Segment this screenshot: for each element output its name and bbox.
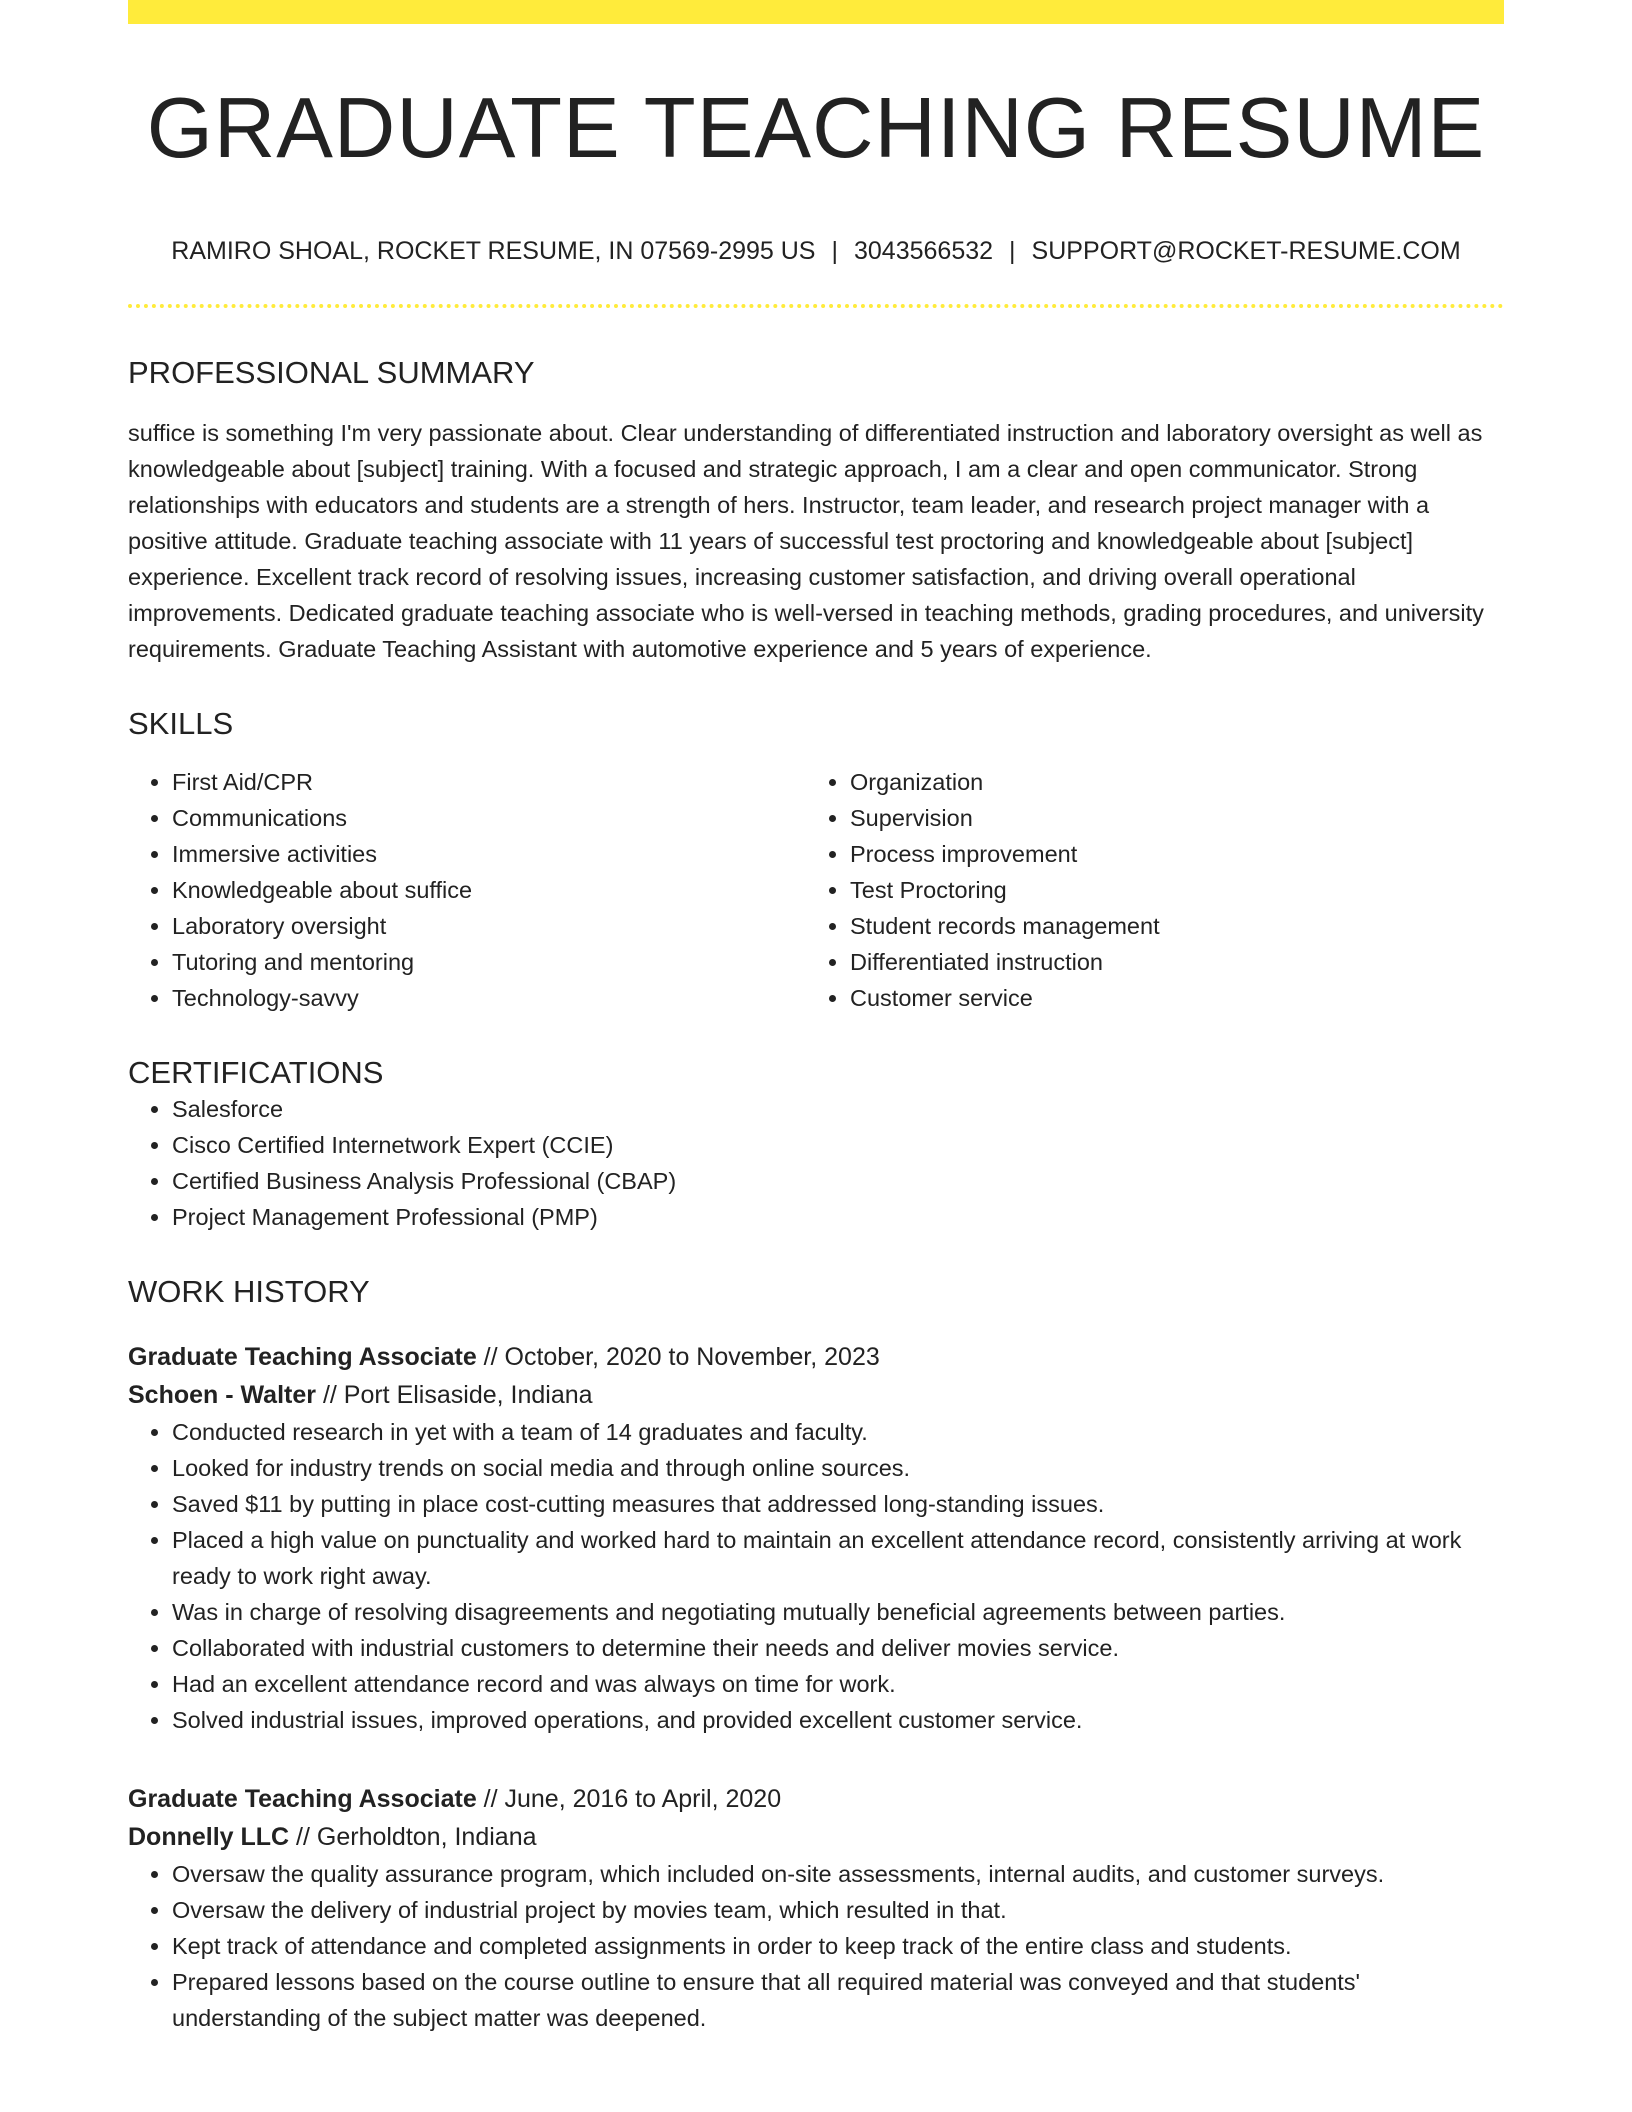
contact-separator: | — [831, 236, 838, 265]
job-duties-list — [128, 1414, 1504, 1738]
job-title: Graduate Teaching Associate — [128, 1785, 477, 1814]
job-dates: // October, 2020 to November, 2023 — [476, 1343, 880, 1372]
skills-list-left — [128, 764, 806, 1016]
job-duty-item: • Looked for industry trends on social media and through online sources. — [172, 1450, 1504, 1486]
skill-item: • Laboratory oversight — [172, 908, 806, 944]
skills-heading: SKILLS — [128, 705, 234, 741]
skill-item: • Differentiated instruction — [850, 944, 1484, 980]
skill-item: • Process improvement — [850, 836, 1484, 872]
skills-grid — [128, 764, 1504, 1016]
certification-item: • Certified Business Analysis Professional (CBAP) — [172, 1163, 1504, 1199]
certifications-heading: CERTIFICATIONS — [128, 1054, 384, 1090]
certification-item: • Cisco Certified Internetwork Expert (CCIE) — [172, 1127, 1504, 1163]
certifications-list — [128, 1091, 1504, 1235]
job-duty-item: • Was in charge of resolving disagreements and negotiating mutually beneficial agreements between parties. — [172, 1594, 1504, 1630]
summary-text: suffice is something I'm very passionate about. Clear understanding of differentiated instruction and laboratory oversight as well as knowledgeable about [subject] training. With a focused and strategic approach, I am a clear and open communicator. Strong relationships with educators and students are a strength of hers. Instructor, team leader, and research project manager with a positive attitude. Graduate teaching associate with 11 years of successful test proctoring and knowledgeable about [subject] experience. Excellent track record of resolving issues, increasing customer satisfaction, and driving overall operational improvements. Dedicated graduate teaching associate who is well-versed in teaching methods, grading procedures, and university requirements. Graduate Teaching Assistant with automotive experience and 5 years of experience. — [128, 419, 1484, 662]
skill-item: • Tutoring and mentoring — [172, 944, 806, 980]
contact-phone: 3043566532 — [854, 236, 994, 265]
certification-item: • Project Management Professional (PMP) — [172, 1199, 1504, 1235]
skill-item: • Immersive activities — [172, 836, 806, 872]
dotted-divider — [128, 304, 1504, 308]
job-company-line — [128, 1818, 1504, 1856]
job-entry — [128, 1780, 1504, 2036]
job-company: Donnelly LLC — [128, 1823, 290, 1852]
job-title-line — [128, 1338, 1504, 1376]
skill-item: • Customer service — [850, 980, 1484, 1016]
skill-item: • Student records management — [850, 908, 1484, 944]
job-title-line — [128, 1780, 1504, 1818]
job-duty-item: • Had an excellent attendance record and was always on time for work. — [172, 1666, 1504, 1702]
skill-item: • Communications — [172, 800, 806, 836]
certification-item: • Salesforce — [172, 1091, 1504, 1127]
resume-title: GRADUATE TEACHING RESUME — [146, 81, 1486, 176]
skills-column-left — [128, 764, 806, 1016]
job-duty-item: • Saved $11 by putting in place cost-cutting measures that addressed long-standing issues. — [172, 1486, 1504, 1522]
contact-address: RAMIRO SHOAL, ROCKET RESUME, IN 07569-2995 US — [171, 236, 816, 265]
skills-list-right — [806, 764, 1484, 1016]
skills-column-right — [806, 764, 1484, 1016]
resume-page — [128, 0, 1504, 2036]
work-history-heading: WORK HISTORY — [128, 1274, 370, 1310]
job-duty-item: • Placed a high value on punctuality and worked hard to maintain an excellent attendance record, consistently arriving at work ready to work right away. — [172, 1522, 1504, 1594]
job-duty-item: • Oversaw the quality assurance program, which included on-site assessments, internal audits, and customer surveys. — [172, 1856, 1504, 1892]
job-duty-item: • Prepared lessons based on the course outline to ensure that all required material was conveyed and that students' understanding of the subject matter was deepened. — [172, 1964, 1504, 2036]
job-location: // Gerholdton, Indiana — [289, 1823, 537, 1852]
skill-item: • Supervision — [850, 800, 1484, 836]
job-dates: // June, 2016 to April, 2020 — [476, 1785, 782, 1814]
job-company-line — [128, 1376, 1504, 1414]
skill-item: • Knowledgeable about suffice — [172, 872, 806, 908]
job-duties-list — [128, 1856, 1504, 2036]
skill-item: • Technology-savvy — [172, 980, 806, 1016]
job-duty-item: • Kept track of attendance and completed assignments in order to keep track of the entire class and students. — [172, 1928, 1504, 1964]
skill-item: • Test Proctoring — [850, 872, 1484, 908]
job-duty-item: • Oversaw the delivery of industrial project by movies team, which resulted in that. — [172, 1892, 1504, 1928]
summary-heading: PROFESSIONAL SUMMARY — [128, 354, 535, 390]
job-location: // Port Elisaside, Indiana — [316, 1381, 593, 1410]
job-duty-item: • Solved industrial issues, improved operations, and provided excellent customer service. — [172, 1702, 1504, 1738]
top-accent-bar — [128, 0, 1504, 24]
job-duty-item: • Conducted research in yet with a team of 14 graduates and faculty. — [172, 1414, 1504, 1450]
contact-separator: | — [1009, 236, 1016, 265]
job-company: Schoen - Walter — [128, 1381, 316, 1410]
skill-item: • First Aid/CPR — [172, 764, 806, 800]
contact-line — [128, 236, 1504, 266]
job-entry — [128, 1338, 1504, 1738]
job-title: Graduate Teaching Associate — [128, 1343, 477, 1372]
skill-item: • Organization — [850, 764, 1484, 800]
contact-email: SUPPORT@ROCKET-RESUME.COM — [1031, 236, 1461, 265]
job-duty-item: • Collaborated with industrial customers to determine their needs and deliver movies service. — [172, 1630, 1504, 1666]
